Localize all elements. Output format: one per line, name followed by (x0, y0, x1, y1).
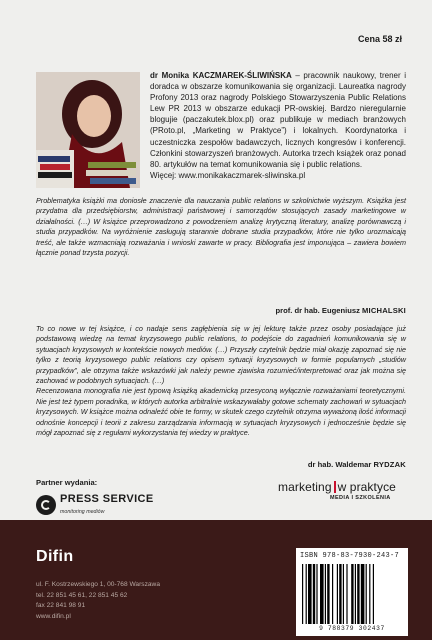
address-web: www.difin.pl (36, 612, 71, 620)
marketing-w-praktyce-logo (278, 480, 408, 501)
review-paragraph-2: Recenzowana monografia nie jest typową książką akademicką przesyconą wyłącznie rozważaniami teoretycznymi. Nie jest też typem poradnika, w których autorka arbitralnie wskazywałaby gotowe schematy zachowań w sytuacjach kryzysowych. W książce można odnaleźć obie te formy, w skutek czego czytelnik otrzyma wyważoną ilość informacji odnośnie koncepcji i teorii z zakresu zarządzania informacją w sytuacjach kryzysowych i jednocześnie będzie się mógł zapoznać się z regułami wykorzystania tej wiedzy w praktyce. (36, 386, 406, 438)
review-author-rydzak (308, 460, 406, 469)
author-photo (36, 72, 140, 188)
review-author-michalski (276, 306, 407, 315)
mwp-right: w praktyce (337, 480, 396, 494)
mwp-subtitle: MEDIA I SZKOLENIA (330, 495, 391, 501)
author-prefix: prof. dr hab. Eugeniusz (275, 306, 362, 315)
bio-name: KACZMAREK-ŚLIWIŃSKA (192, 71, 292, 80)
barcode-box (296, 548, 408, 636)
bio-name-prefix: dr Monika (150, 71, 193, 80)
ean-number: 9 788379 302437 (319, 625, 385, 632)
address-fax: fax 22 841 98 91 (36, 602, 86, 610)
author-bio (150, 70, 406, 181)
author-surname: RYDZAK (373, 460, 406, 469)
address-phone: tel. 22 851 45 61, 22 851 45 62 (36, 591, 128, 599)
mwp-separator (334, 481, 336, 493)
review-michalski (36, 196, 406, 258)
review-text: Problematyka książki ma doniosłe znaczenie dla nauczania public relations w szkolnictwie wyższym. Książka jest przydatna dla przedsiębiorstw, administracji państwowej i samorządów stosujących zasady marketingowe w działalności. (…) W książce przeprowadzono z powodzeniem analizę krytyczną literatury, analizę porównawczą i studia przypadków. Na wyróżnienie zasługują starannie dobrane studia przypadków, które nie tylko urozmaicają treść, ale także wzmacniają rozważania i wnioski zawarte w pracy. Bibliografia jest imponująca – zawiera bowiem łącznie ponad trzysta pozycji. (36, 196, 406, 258)
difin-logo: Difin (36, 548, 74, 565)
review-rydzak (36, 324, 406, 438)
partner-label: Partner wydania: (36, 478, 98, 487)
bio-text: – pracownik naukowy, trener i doradca w obszarze komunikowania się organizacji. Laureatka nagrody Profony 2013 oraz nagrody Polskiego Stowarzyszenia Public Relations Lew PR 2013 w obszarze edukacji PR-owskiej. Bardzo nieregularnie blogujie (paczakutek.blox.pl) oraz publikuje w mediach branżowych (PRoto.pl, „Marketing w Praktyce”) i lokalnych. Koordynatorka i uczestniczka zespołów badawczych, licznych kongresów i konferencji. Członkini stowarzyszeń branżowych. Autorka trzech książek oraz ponad 80. artykułów na temat komunikowania się i public relations. (150, 71, 406, 169)
publisher-footer (0, 520, 432, 640)
press-service-subtitle: monitoring mediów (60, 509, 105, 515)
isbn-label: ISBN 978-83-7930-243-7 (300, 552, 400, 560)
bio-website: Więcej: www.monikakaczmarek-sliwinska.pl (150, 170, 306, 180)
mwp-left: marketing (278, 480, 332, 494)
author-surname: MICHALSKI (362, 306, 406, 315)
address-line: ul. F. Kostrzewskiego 1, 00-768 Warszawa (36, 581, 160, 588)
publisher-address (36, 580, 160, 622)
press-service-title: PRESS SERVICE (60, 493, 154, 505)
press-service-icon (36, 495, 56, 515)
barcode-graphic (302, 564, 402, 624)
author-prefix: dr hab. Waldemar (307, 460, 374, 469)
review-paragraph-1: To co nowe w tej książce, i co nadaje sens zagłębienia się w jej lekturę także przez osoby posiadające już podstawową wiedzę na temat kryzysowego public relations, to podejście do zagadnień komunikowania się w sytuacjach kryzysowych w kontekście nowych mediów. (…) Przyszły czytelnik będzie miał okazję zapoznać się nie tylko z teorią kryzysowego public relations czy opisem sytuacji kryzysowych w formie popularnych „studiów przypadków”, ale otrzyma także wskazówki jak należy pewne zjawiska rozumieć/interpretować oraz jak można się zachować w podobnych sytuacjach. (…) (36, 324, 406, 386)
press-service-logo (36, 493, 156, 517)
price-label: Cena 58 zł (357, 34, 402, 44)
